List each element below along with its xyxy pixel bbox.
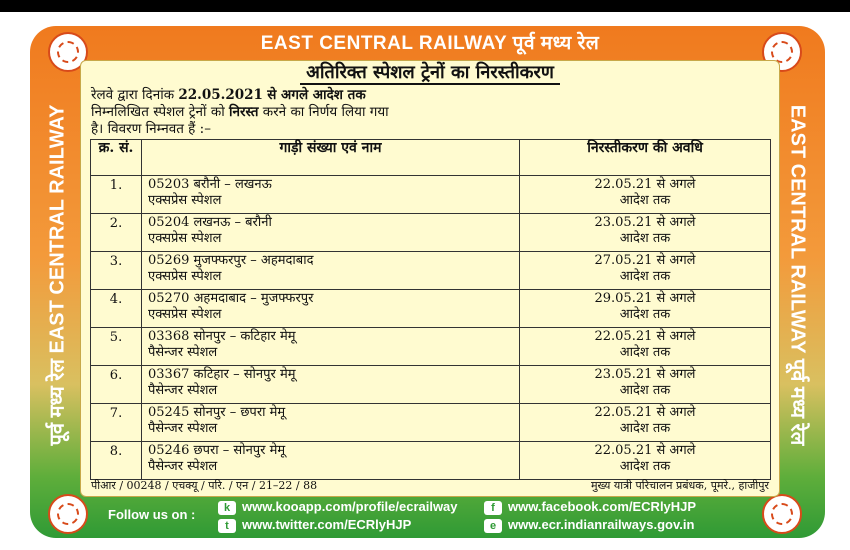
col-period: निरस्तीकरण की अवधि xyxy=(520,140,771,176)
row-period-line1: 27.05.21 से अगले xyxy=(594,253,696,268)
intro-text-1: रेलवे द्वारा दिनांक xyxy=(91,87,175,103)
row-train-line1: 05204 लखनऊ – बरौनी xyxy=(148,215,272,230)
row-period xyxy=(520,214,771,252)
row-train-line1: 05269 मुजफ्फरपुर – अहमदाबाद xyxy=(148,253,314,268)
table-row xyxy=(91,442,771,480)
col-name: गाड़ी संख्या एवं नाम xyxy=(142,140,520,176)
row-period xyxy=(520,366,771,404)
row-train-line2: पैसेन्जर स्पेशल xyxy=(148,383,218,398)
row-train xyxy=(142,252,520,290)
intro-text-1b: से अगले आदेश तक xyxy=(267,87,366,103)
row-train-line2: पैसेन्जर स्पेशल xyxy=(148,345,218,360)
twitter-link-text: www.twitter.com/ECRlyHJP xyxy=(242,517,412,532)
intro-text-2b: करने का निर्णय लिया गया xyxy=(262,104,389,120)
row-train-line1: 03367 कटिहार – सोनपुर मेमू xyxy=(148,367,296,382)
row-period xyxy=(520,290,771,328)
row-period-line2: आदेश तक xyxy=(619,345,671,360)
row-sn: 6. xyxy=(91,366,142,404)
table-row xyxy=(91,290,771,328)
train-table xyxy=(90,139,771,480)
intro-date: 22.05.2021 xyxy=(178,87,263,103)
row-period-line1: 23.05.21 से अगले xyxy=(594,367,696,382)
twitter-icon: t xyxy=(218,519,236,533)
row-train xyxy=(142,366,520,404)
row-sn: 1. xyxy=(91,176,142,214)
intro-bold: निरस्त xyxy=(229,104,259,120)
row-train-line2: एक्सप्रेस स्पेशल xyxy=(148,307,222,322)
koo-icon: k xyxy=(218,501,236,515)
notice-title-text: अतिरिक्त स्पेशल ट्रेनों का निरस्तीकरण xyxy=(300,62,560,85)
row-period-line2: आदेश तक xyxy=(619,307,671,322)
row-train xyxy=(142,290,520,328)
web-icon: e xyxy=(484,519,502,533)
row-period-line1: 23.05.21 से अगले xyxy=(594,215,696,230)
table-row xyxy=(91,404,771,442)
reference-number: पीआर / 00248 / एचक्यू / परि. / एन / 21–22 / 88 xyxy=(91,479,318,492)
twitter-link[interactable] xyxy=(218,517,411,533)
row-train-line2: पैसेन्जर स्पेशल xyxy=(148,459,218,474)
row-train xyxy=(142,404,520,442)
row-train xyxy=(142,176,520,214)
row-train xyxy=(142,214,520,252)
follow-label: Follow us on : xyxy=(108,507,196,522)
row-sn: 7. xyxy=(91,404,142,442)
row-sn: 3. xyxy=(91,252,142,290)
side-banner-left xyxy=(36,75,76,475)
row-sn: 8. xyxy=(91,442,142,480)
railway-logo-left-bottom xyxy=(48,494,88,534)
row-period-line2: आदेश तक xyxy=(619,383,671,398)
top-black-bar xyxy=(0,0,850,12)
railway-logo-right-bottom xyxy=(762,494,802,534)
row-period xyxy=(520,442,771,480)
row-period-line2: आदेश तक xyxy=(619,231,671,246)
row-train-line2: एक्सप्रेस स्पेशल xyxy=(148,269,222,284)
row-train-line1: 05270 अहमदाबाद – मुजफ्फरपुर xyxy=(148,291,314,306)
table-row xyxy=(91,366,771,404)
row-train-line1: 05245 सोनपुर – छपरा मेमू xyxy=(148,405,286,420)
row-period-line1: 22.05.21 से अगले xyxy=(594,443,696,458)
notice-panel xyxy=(80,60,780,497)
row-train-line2: एक्सप्रेस स्पेशल xyxy=(148,231,222,246)
row-period-line1: 29.05.21 से अगले xyxy=(594,291,696,306)
koo-link-text: www.kooapp.com/profile/ecrailway xyxy=(242,499,458,514)
row-period-line1: 22.05.21 से अगले xyxy=(594,405,696,420)
row-period xyxy=(520,404,771,442)
notice-intro xyxy=(91,87,771,138)
row-train-line1: 05246 छपरा – सोनपुर मेमू xyxy=(148,443,286,458)
row-sn: 5. xyxy=(91,328,142,366)
row-train-line2: पैसेन्जर स्पेशल xyxy=(148,421,218,436)
notice-title xyxy=(81,61,779,85)
row-period-line2: आदेश तक xyxy=(619,421,671,436)
row-sn: 4. xyxy=(91,290,142,328)
table-row xyxy=(91,176,771,214)
row-period xyxy=(520,328,771,366)
row-period-line2: आदेश तक xyxy=(619,193,671,208)
facebook-icon: f xyxy=(484,501,502,515)
facebook-link-text: www.facebook.com/ECRlyHJP xyxy=(508,499,697,514)
row-period-line1: 22.05.21 से अगले xyxy=(594,329,696,344)
koo-link[interactable] xyxy=(218,499,458,515)
website-link-text: www.ecr.indianrailways.gov.in xyxy=(508,517,695,532)
side-banner-right-text: EAST CENTRAL RAILWAY पूर्व मध्य रेल xyxy=(786,104,809,446)
row-period-line2: आदेश तक xyxy=(619,459,671,474)
website-link[interactable] xyxy=(484,517,694,533)
table-row xyxy=(91,328,771,366)
row-period xyxy=(520,252,771,290)
table-row xyxy=(91,252,771,290)
side-banner-right xyxy=(779,75,819,475)
facebook-link[interactable] xyxy=(484,499,696,515)
intro-text-3: है। विवरण निम्नवत हैं :– xyxy=(91,121,211,137)
row-train-line2: एक्सप्रेस स्पेशल xyxy=(148,193,222,208)
row-period-line1: 22.05.21 से अगले xyxy=(594,177,696,192)
signatory: मुख्य यात्री परिचालन प्रबंधक, पूमरे., हाजीपुर xyxy=(590,479,769,492)
row-sn: 2. xyxy=(91,214,142,252)
table-row xyxy=(91,214,771,252)
row-period xyxy=(520,176,771,214)
intro-text-2a: निम्नलिखित स्पेशल ट्रेनों को xyxy=(91,104,225,120)
row-train xyxy=(142,442,520,480)
row-train xyxy=(142,328,520,366)
header-title: EAST CENTRAL RAILWAY पूर्व मध्य रेल xyxy=(260,33,600,54)
row-period-line2: आदेश तक xyxy=(619,269,671,284)
side-banner-left-text: पूर्व मध्य रेल EAST CENTRAL RAILWAY xyxy=(46,104,69,446)
col-sn: क्र. सं. xyxy=(91,140,142,176)
row-train-line1: 05203 बरौनी – लखनऊ xyxy=(148,177,272,192)
row-train-line1: 03368 सोनपुर – कटिहार मेमू xyxy=(148,329,296,344)
